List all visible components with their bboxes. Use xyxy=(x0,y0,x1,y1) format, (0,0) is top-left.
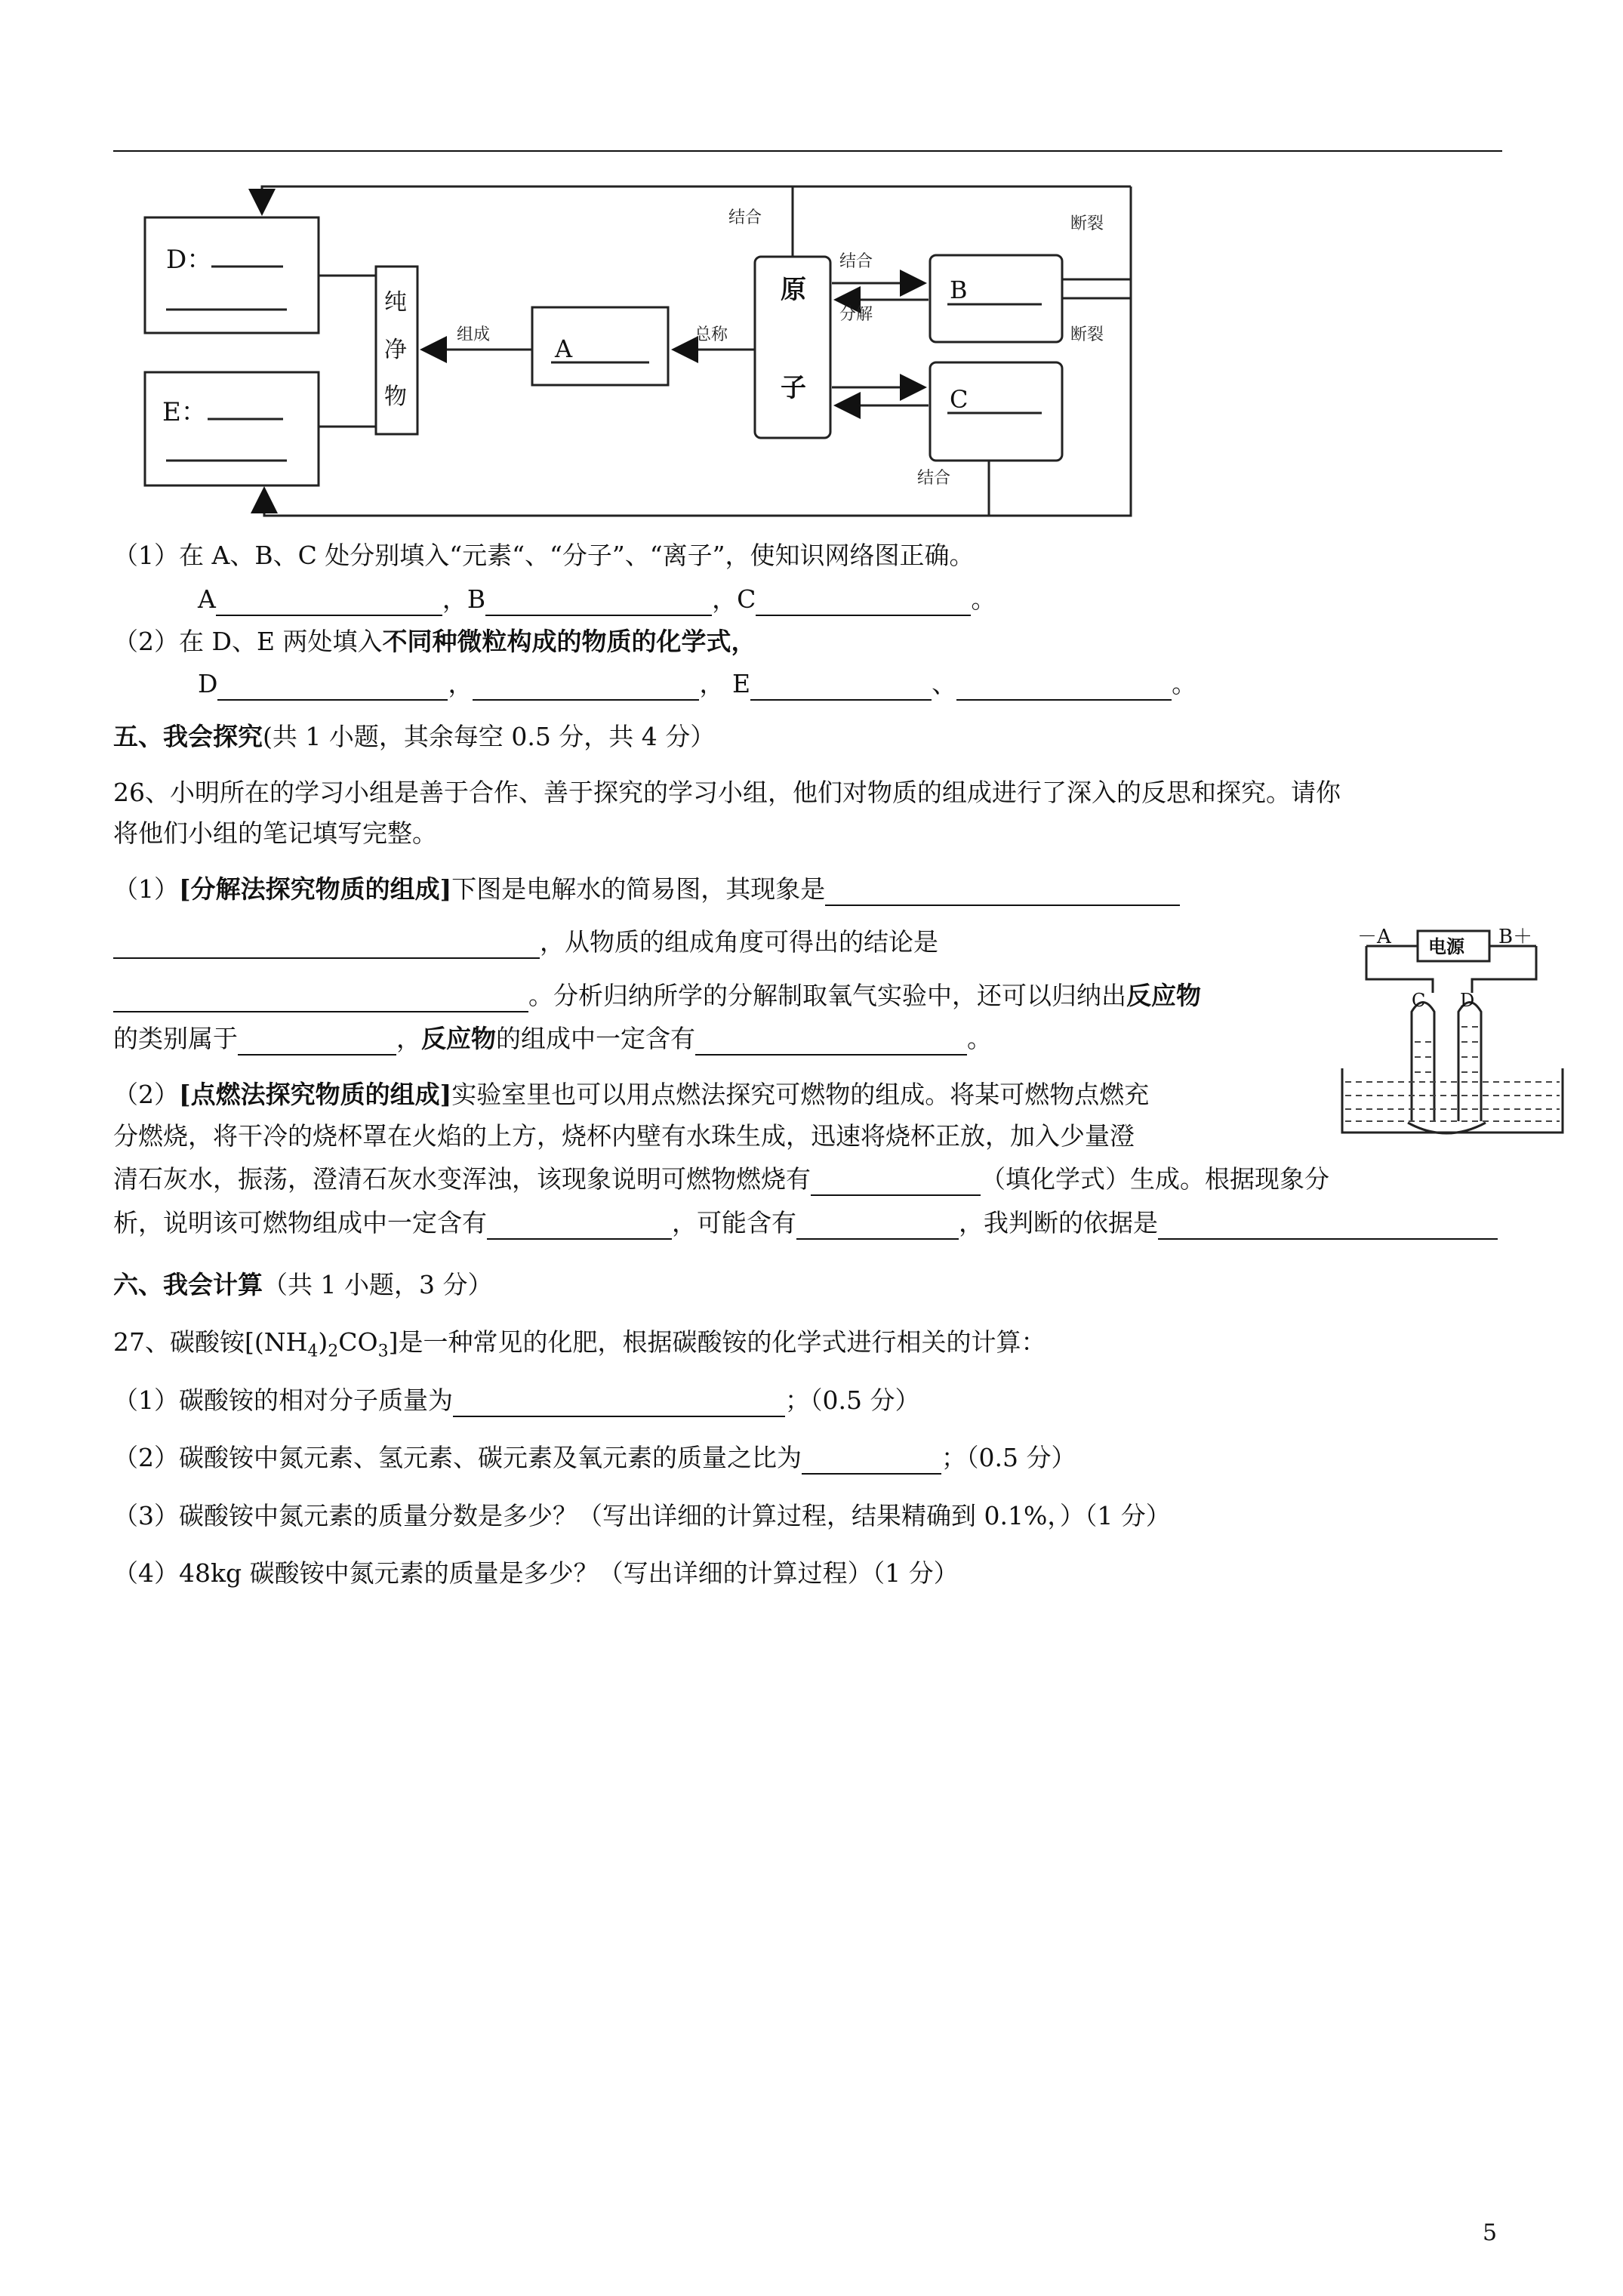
section5-title: 五、我会探究(共 1 小题，其余每空 0.5 分，共 4 分） xyxy=(113,722,716,751)
blank-reactant-element[interactable] xyxy=(695,1028,967,1056)
q25-part1-blanks: A ，B ，C 。 xyxy=(198,583,996,616)
section6-title: 六、我会计算（共 1 小题，3 分） xyxy=(113,1270,493,1299)
edge-jiehe-b: 结合 xyxy=(839,252,873,271)
blank-c[interactable] xyxy=(756,589,971,616)
diagram-atom-1: 原 xyxy=(781,275,806,305)
edge-zucheng: 组成 xyxy=(457,325,491,344)
blank-reactant-type[interactable] xyxy=(238,1028,396,1056)
q26-p1-line4: 的类别属于 ，反应物的组成中一定含有 。 xyxy=(113,1022,992,1056)
header-rule xyxy=(113,150,1502,152)
diagram-c-label: C xyxy=(950,385,969,414)
blank-conclusion[interactable] xyxy=(113,985,528,1012)
box-a xyxy=(532,307,668,385)
box-e xyxy=(145,372,319,485)
q25-part2: （2）在 D、E 两处填入不同种微粒构成的物质的化学式， xyxy=(113,627,756,656)
blank-d1[interactable] xyxy=(217,673,448,701)
blank-must-contain[interactable] xyxy=(487,1213,672,1240)
blank-molar-mass[interactable] xyxy=(453,1390,785,1417)
blank-b[interactable] xyxy=(485,589,712,616)
blank-d2[interactable] xyxy=(473,673,699,701)
q26-p2-line1: （2）[点燃法探究物质的组成]实验室里也可以用点燃法探究可燃物的组成。将某可燃物点燃充 xyxy=(113,1080,1150,1109)
q26-p2-line4: 析，说明该可燃物组成中一定含有 ，可能含有 ，我判断的依据是 xyxy=(113,1207,1498,1240)
blank-basis[interactable] xyxy=(1158,1213,1498,1240)
diagram-e-label: E： xyxy=(162,397,207,427)
q26-p2-line2: 分燃烧，将干冷的烧杯罩在火焰的上方，烧杯内壁有水珠生成，迅速将烧杯正放，加入少量澄 xyxy=(113,1121,1135,1151)
blank-e1[interactable] xyxy=(750,673,932,701)
diagram-pure-1: 纯 xyxy=(384,289,407,316)
q26-intro-1: 26、小明所在的学习小组是善于合作、善于探究的学习小组，他们对物质的组成进行了深入的反思和探究。请你 xyxy=(113,778,1341,807)
q27-q1: （1）碳酸铵的相对分子质量为 ；（0.5 分） xyxy=(113,1384,919,1417)
edge-duanlie-top: 断裂 xyxy=(1070,214,1104,233)
blank-phenomenon[interactable] xyxy=(825,879,1180,906)
q26-p1-line3: 。分析归纳所学的分解制取氧气实验中，还可以归纳出反应物 xyxy=(113,979,1201,1012)
q26-intro-2: 将他们小组的笔记填写完整。 xyxy=(113,818,437,848)
figure-label-a: －A xyxy=(1357,926,1391,948)
q25-part1: （1）在 A、B、C 处分别填入“元素“、“分子”、“离子”，使知识网络图正确。 xyxy=(113,541,975,570)
figure-label-power: 电源 xyxy=(1428,935,1464,957)
blank-product-formula[interactable] xyxy=(811,1169,981,1196)
q26-p1-line2: ，从物质的组成角度可得出的结论是 xyxy=(113,926,938,959)
diagram-atom-2: 子 xyxy=(781,373,806,403)
edge-jiehe-top: 结合 xyxy=(728,208,762,227)
figure-label-d: D xyxy=(1460,990,1475,1011)
blank-mass-ratio[interactable] xyxy=(802,1447,941,1475)
q26-p1-line1: （1）[分解法探究物质的组成]下图是电解水的简易图，其现象是 xyxy=(113,873,1180,906)
blank-phenomenon-2[interactable] xyxy=(113,932,540,959)
knowledge-network-diagram xyxy=(113,170,1163,540)
diagram-d-label: D： xyxy=(166,245,213,275)
edge-duanlie-mid: 断裂 xyxy=(1070,325,1104,344)
page-number: 5 xyxy=(1483,2220,1498,2246)
diagram-pure-3: 物 xyxy=(384,384,407,410)
diagram-a-label: A xyxy=(555,334,573,363)
electrolysis-figure xyxy=(1336,917,1570,1136)
edge-jiehe-bottom: 结合 xyxy=(917,469,951,488)
blank-a[interactable] xyxy=(216,589,442,616)
q26-p2-line3: 清石灰水，振荡，澄清石灰水变浑浊，该现象说明可燃物燃烧有 （填化学式）生成。根据现象分 xyxy=(113,1163,1329,1196)
q25-part2-blanks: D ， ， E 、 。 xyxy=(198,667,1196,701)
figure-label-c: C xyxy=(1412,990,1426,1011)
diagram-pure-2: 净 xyxy=(384,337,407,363)
edge-zongcheng: 总称 xyxy=(694,325,728,344)
edge-fenjie: 分解 xyxy=(839,305,873,324)
diagram-b-label: B xyxy=(950,276,968,304)
q27-intro: 27、碳酸铵$[(NH_4)_2CO_3]$是一种常见的化肥，根据碳酸铵的化学式进行相关的计算： xyxy=(113,1327,1046,1361)
box-d xyxy=(145,217,319,333)
blank-may-contain[interactable] xyxy=(796,1213,959,1240)
q27-q4: （4）48kg 碳酸铵中氮元素的质量是多少？（写出详细的计算过程）（1 分） xyxy=(113,1558,959,1588)
figure-label-b: B＋ xyxy=(1498,926,1533,948)
q27-q3: （3）碳酸铵中氮元素的质量分数是多少？（写出详细的计算过程，结果精确到 0.1%，）（1 分） xyxy=(113,1501,1171,1530)
blank-e2[interactable] xyxy=(956,673,1172,701)
q27-q2: （2）碳酸铵中氮元素、氢元素、碳元素及氧元素的质量之比为 ；（0.5 分） xyxy=(113,1441,1076,1475)
